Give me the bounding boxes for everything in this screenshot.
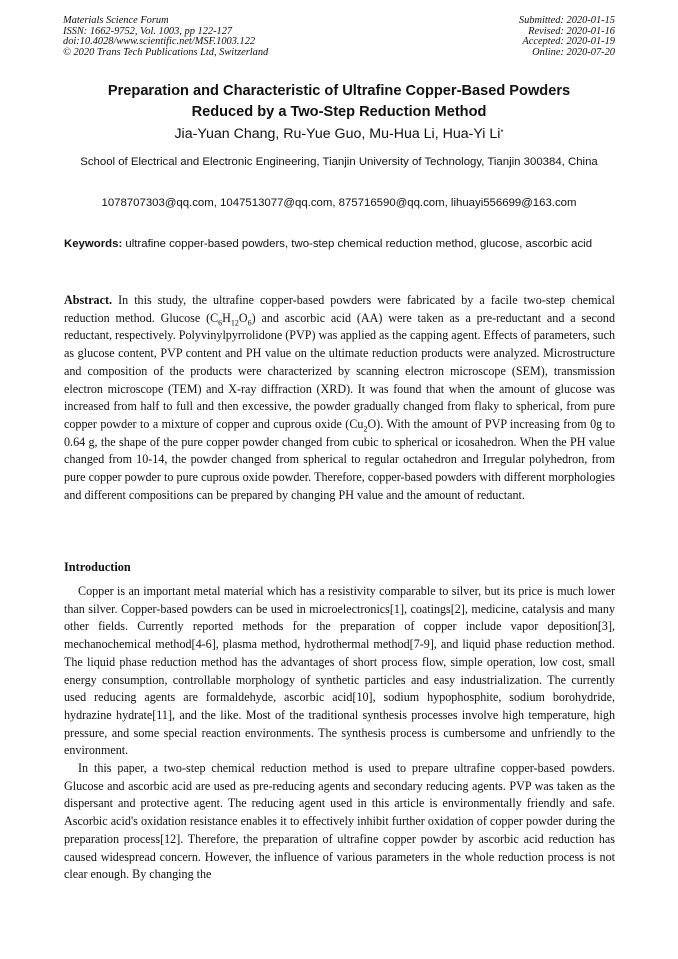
journal-name: Materials Science Forum	[63, 15, 169, 26]
intro-paragraph-1: Copper is an important metal material which has a resistivity comparable to silver, but its price is much lower than silver. Copper-based powders can be used in microelectronics[1], coatings[2], medicine, catalysis and many other fields. Currently reported methods for the preparation of copper include vapor deposition[3], mechanochemical method[4-6], plasma method, hydrothermal method[7-9], and liquid phase reduction method. The liquid phase reduction method has the advantages of short process flow, simple operation, low cost, small energy consumption, controllable morphology of synthetic particles and easy industrialization. The currently used reducing agents are formaldehyde, ascorbic acid[10], sodium hypophosphite, sodium borohydride, hydrazine hydrate[11], and the like. Most of the traditional synthesis processes involve high temperature, high pressure, and some special reaction environments. The synthesis process is cumbersome and unfriendly to the environment.	[64, 584, 615, 758]
paper-title	[40, 81, 638, 123]
author-names: Jia-Yuan Chang, Ru-Yue Guo, Mu-Hua Li, Hua-Yi Li	[174, 126, 501, 142]
section-heading-introduction: Introduction	[64, 560, 131, 574]
publication-dates	[519, 16, 615, 58]
title-line-2: Reduced by a Two-Step Reduction Method	[191, 104, 487, 120]
abstract-text-1: In this study, the ultrafine copper-based powders were fabricated by a facile two-step chemical reduction method. Glucose (C	[64, 293, 615, 325]
title-line-1: Preparation and Characteristic of Ultrafine Copper-Based Powders	[107, 83, 571, 99]
corresponding-author-mark: *	[500, 128, 504, 137]
submitted-date: Submitted: 2020-01-15	[518, 15, 615, 26]
abstract-text-3: O	[238, 310, 248, 325]
accepted-date: Accepted: 2020-01-19	[522, 36, 615, 48]
abstract-text-5: O). With the amount of PVP increasing from 0g to 0.64 g, the shape of the pure copper powder changed from cubic to spherical or icosahedron. When the PH value changed from 10-14, the powder changed from spherical to regular octahedron and Irregular polyhedron, from pure copper powder to pure cuprous oxide powder. Therefore, copper-based powders with different morphologies and different compositions can be prepared by changing PH value and the amount of reductant.	[64, 416, 615, 502]
keywords	[64, 236, 616, 253]
abstract	[64, 292, 615, 504]
author-emails: 1078707303@qq.com, 1047513077@qq.com, 875716590@qq.com, lihuayi556699@163.com	[101, 197, 577, 209]
online-date: Online: 2020-07-20	[532, 46, 615, 58]
abstract-sub-1: 6	[218, 318, 223, 328]
revised-date: Revised: 2020-01-16	[528, 25, 615, 37]
issn-line: ISSN: 1662-9752, Vol. 1003, pp 122-127	[63, 25, 233, 37]
abstract-text-2: H	[222, 310, 231, 325]
copyright-line: © 2020 Trans Tech Publications Ltd, Switzerland	[63, 46, 269, 58]
introduction-body	[64, 583, 615, 884]
keywords-label: Keywords:	[64, 238, 123, 250]
abstract-text-4: ) and ascorbic acid (AA) were taken as a pre-reductant and a second reductant, respectively. Polyvinylpyrrolidone (PVP) was applied as the capping agent. Effects of parameters, such as glucose content, PVP content and PH value on the ultimate reduction products were analyzed. Microstructure and composition of the products were characterized by scanning electron microscope (SEM), transmission electron microscope (TEM) and X-ray diffraction (XRD). It was found that when the amount of glucose was increased from half to full and then excessive, the powder gradually changed from flaky to spherical, from pure copper powder to a mixture of copper and cuprous oxide (Cu	[64, 310, 615, 431]
abstract-sub-2: 12	[230, 318, 239, 328]
abstract-label: Abstract.	[64, 293, 113, 307]
author-list	[40, 125, 638, 143]
keywords-text: ultrafine copper-based powders, two-step chemical reduction method, glucose, ascorbic acid	[125, 238, 593, 250]
abstract-sub-4: 2	[363, 424, 368, 434]
affiliation: School of Electrical and Electronic Engineering, Tianjin University of Technology, Tianjin 300384, China	[80, 156, 598, 168]
abstract-sub-3: 6	[247, 318, 252, 328]
intro-paragraph-2: In this paper, a two-step chemical reduction method is used to prepare ultrafine copper-based powders. Glucose and ascorbic acid are used as pre-reducing agents and secondary reducing agents. PVP was taken as the dispersant and protective agent. The reducing agent used in this article is environmentally friendly and safe. Ascorbic acid's oxidation resistance enables it to effectively inhibit further oxidation of copper powder during the preparation process[12]. Therefore, the preparation of ultrafine copper powder by ascorbic acid reduction has caused widespread concern. However, the influence of various parameters in the whole reduction process is not clear enough. By changing the	[64, 761, 615, 882]
journal-info	[63, 16, 268, 58]
doi-line: doi:10.4028/www.scientific.net/MSF.1003.122	[63, 36, 256, 48]
